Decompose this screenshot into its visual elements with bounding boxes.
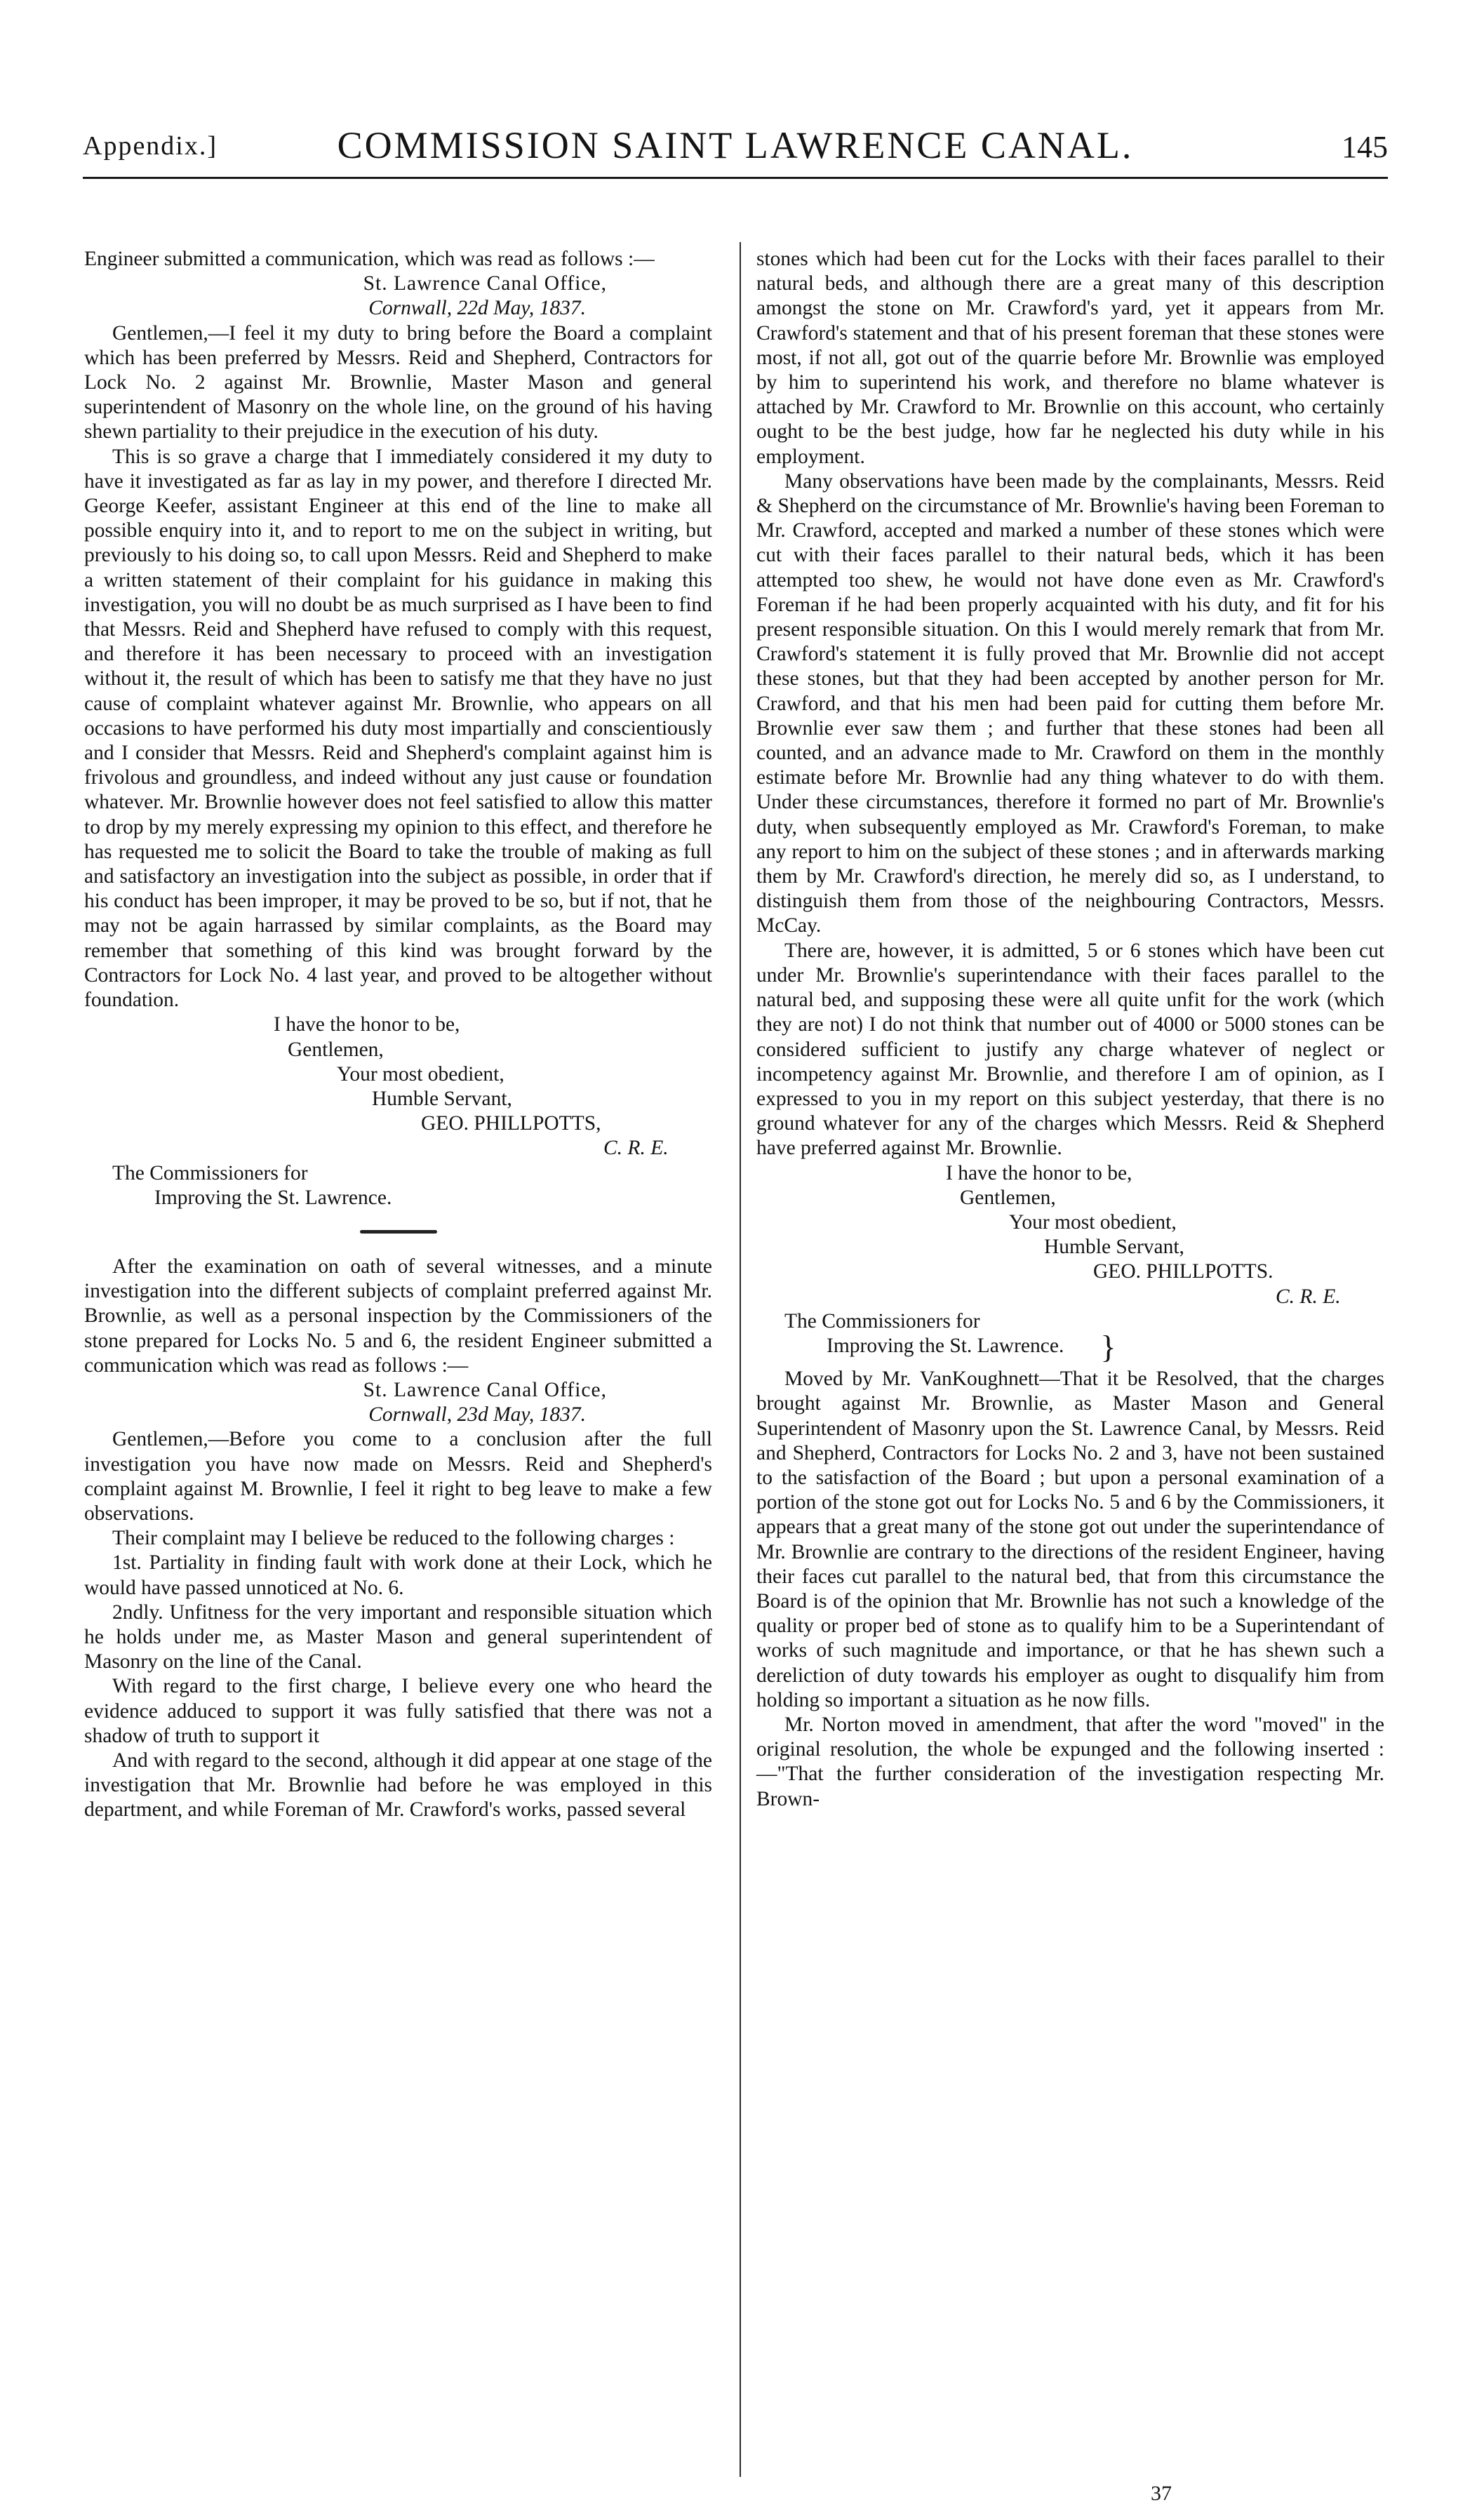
left-column [84,247,712,1823]
letter1-signature: GEO. PHILLPOTTS, [421,1112,601,1135]
letter2-paragraph: Many observations have been made by the complainants, Messrs. Reid & Shepherd on the circumstance of Mr. Brownlie's having been Foreman to Mr. Crawford, accepted and marked a number of these stones which were cut with their faces parallel to their natural beds, which it has been attempted too shew, he would not have done even as Mr. Crawford's Foreman if he had been properly acquainted with his duty, and fit for his present responsible situation. On this I would merely remark that from Mr. Crawford's statement it is fully proved that Mr. Brownlie did not accept these stones, but that they had been accepted by another person for Mr. Crawford, and that his men had been paid for cutting them before Mr. Brownlie ever saw them ; and further that these stones had been all counted, and an advance made to Mr. Crawford on them in the monthly estimate before Mr. Brownlie had any thing whatever to do with them. Under these circumstances, therefore it formed no part of Mr. Brownlie's duty, when subsequently employed as Mr. Crawford's Foreman, to make any report to him on the subject of these stones ; and in afterwards marking them by Mr. Crawford's direction, he merely did so, as I understand, to distinguish them from those of the neighbouring Contractors, Messrs. McCay. [756,469,1384,937]
examination-paragraph: After the examination on oath of several witnesses, and a minute investigation into the different subjects of complaint preferred against Mr. Brownlie, as well as a personal inspection by the Commissioners of the stone prepared for Locks No. 5 and 6, the resident Engineer submitted a communication which was read as follows :— [84,1255,712,1377]
letter1-closing: Humble Servant, [372,1087,512,1110]
addressee-text: Improving the St. Lawrence. [827,1334,1064,1357]
printer-signature: 37 [1151,2482,1172,2505]
letter2-addressee [756,1329,1384,1365]
letter2-title: C. R. E. [1276,1285,1341,1308]
appendix-label: Appendix.] [83,131,218,161]
letter2-continued: stones which had been cut for the Locks with their faces parallel to their natural beds, and although there are a great many of this description amongst the stone on Mr. Crawford's yard, yet it appears from Mr. Crawford's statement and that of his present foreman that these stones were most, if not all, got out of the quarrie before Mr. Brownlie was employed by him to superintend his work, and therefore no blame whatever is attached by Mr. Crawford to Mr. Brownlie on this account, who certainly ought to be the best judge, how far he neglected his duty while in his employment. [756,248,1384,468]
letter2-office: St. Lawrence Canal Office, [363,1378,607,1401]
page-number: 145 [1342,130,1388,164]
letter1-closing: Your most obedient, [337,1062,504,1085]
letter1-addressee: The Commissioners for [112,1161,308,1184]
letter2-signature: GEO. PHILLPOTTS. [1093,1260,1274,1283]
letter2-paragraph: With regard to the first charge, I believe every one who heard the evidence adduced to support it was fully satisfied that there was not a shadow of truth to support it [84,1675,712,1747]
header-rule [83,177,1388,179]
letter2-paragraph: Their complaint may I believe be reduced to the following charges : [112,1527,675,1550]
letter2-paragraph: Gentlemen,—Before you come to a conclusion after the full investigation you have now made on Messrs. Reid and Shepherd's complaint against M. Brownlie, I feel it right to beg leave to make a few observations. [84,1428,712,1525]
letter1-addressee: Improving the St. Lawrence. [154,1186,392,1209]
letter2-closing: Humble Servant, [1044,1236,1184,1259]
letter2-date: Cornwall, 23d May, 1837. [368,1403,586,1426]
letter2-closing: Gentlemen, [960,1186,1056,1209]
section-separator [360,1230,437,1234]
letter2-addressee: The Commissioners for [784,1309,980,1332]
letter2-paragraph: There are, however, it is admitted, 5 or 6 stones which have been cut under Mr. Brownlie's superintendance with their faces parallel to the natural bed, and supposing these were all quite unfit for the work (which they are not) I do not think that number out of 4000 or 5000 stones can be considered sufficient to justify any charge whatever of neglect or incompetency against Mr. Brownlie, and therefore I am of opinion, as I expressed to you in my report on this subject yesterday, that there is no ground whatever for any of the charges which Messrs. Reid & Shepherd have preferred against Mr. Brownlie. [756,939,1384,1160]
letter1-office: St. Lawrence Canal Office, [363,272,607,295]
letter2-closing: Your most obedient, [1009,1210,1177,1234]
letter1-closing: Gentlemen, [288,1038,384,1061]
letter1-closing: I have the honor to be, [274,1013,460,1036]
letter1-title: C. R. E. [603,1137,669,1160]
letter1-paragraph: This is so grave a charge that I immediately considered it my duty to have it investigated as far as lay in my power, and therefore I directed Mr. George Keefer, assistant Engineer at this end of the line to make all possible enquiry into it, and to report to me on the subject in writing, but previously to his doing so, to call upon Messrs. Reid and Shepherd to make a written statement of their complaint for his guidance in making this investigation, you will no doubt be as much surprised as I have been to find that Messrs. Reid and Shepherd have refused to comply with this request, and therefore it has been necessary to proceed with an investigation without it, the result of which has been to satisfy me that they have no just cause of complaint whatever against Mr. Brownlie, who appears on all occasions to have performed his duty most impartially and conscientiously and I consider that Messrs. Reid and Shepherd's complaint against him is frivolous and groundless, and indeed without any just cause or foundation whatever. Mr. Brownlie however does not feel satisfied to allow this matter to drop by my merely expressing my opinion to this effect, and therefore he has requested me to solicit the Board to take the trouble of making as full and satisfactory an investigation into the subject as possible, in order that if his conduct has been improper, it may be proved to be so, but if not, that he may not be again harrassed by similar complaints, as the Board may remember that something of this kind was brought forward by the Contractors for Lock No. 4 last year, and proved to be altogether without foundation. [84,445,712,1012]
page-header [83,123,1388,173]
letter2-paragraph: 1st. Partiality in finding fault with work done at their Lock, which he would have passed unnoticed at No. 6. [84,1551,712,1599]
brace-mark: } [1100,1329,1116,1365]
intro-paragraph: Engineer submitted a communication, which was read as follows :— [84,248,655,270]
amendment-paragraph: Mr. Norton moved in amendment, that after the word "moved" in the original resolution, the whole be expunged and the following inserted :—"That the further consideration of the investigation respecting Mr. Brown- [756,1713,1384,1810]
resolution-paragraph: Moved by Mr. VanKoughnett—That it be Resolved, that the charges brought against Mr. Brownlie, as Master Mason and General Superintendent of Masonry upon the St. Lawrence Canal, by Messrs. Reid and Shepherd, Contractors for Locks No. 2 and 3, have not been sustained to the satisfaction of the Board ; but upon a personal examination of a portion of the stone got out for Locks No. 5 and 6 by the Commissioners, it appears that a great many of the stone got out under the superintendance of Mr. Brownlie are contrary to the directions of the resident Engineer, having their faces cut parallel to the natural bed, that from this circumstance the Board is of the opinion that Mr. Brownlie has not such a knowledge of the quality or proper bed of stone as to qualify him to be a Superintendant of works of such magnitude and importance, or that he has shewn such a dereliction of duty towards his employer as ought to disqualify him from holding so important a situation as he now fills. [756,1368,1384,1711]
letter2-paragraph: And with regard to the second, although it did appear at one stage of the investigation that Mr. Brownlie had before he was employed in this department, and while Foreman of Mr. Crawford's works, passed several [84,1749,712,1822]
letter1-date: Cornwall, 22d May, 1837. [368,297,586,320]
letter2-closing: I have the honor to be, [946,1161,1132,1184]
running-title: COMMISSION SAINT LAWRENCE CANAL. [337,124,1134,166]
right-column [756,247,1384,1812]
letter1-paragraph: Gentlemen,—I feel it my duty to bring before the Board a complaint which has been preferred by Messrs. Reid and Shepherd, Contractors for Lock No. 2 against Mr. Brownlie, Master Mason and general superintendent of Masonry on the whole line, on the ground of his having shewn partiality to their prejudice in the execution of his duty. [84,321,712,443]
letter2-paragraph: 2ndly. Unfitness for the very important and responsible situation which he holds under me, as Master Mason and general superintendent of Masonry on the line of the Canal. [84,1601,712,1673]
column-divider [740,242,741,2477]
